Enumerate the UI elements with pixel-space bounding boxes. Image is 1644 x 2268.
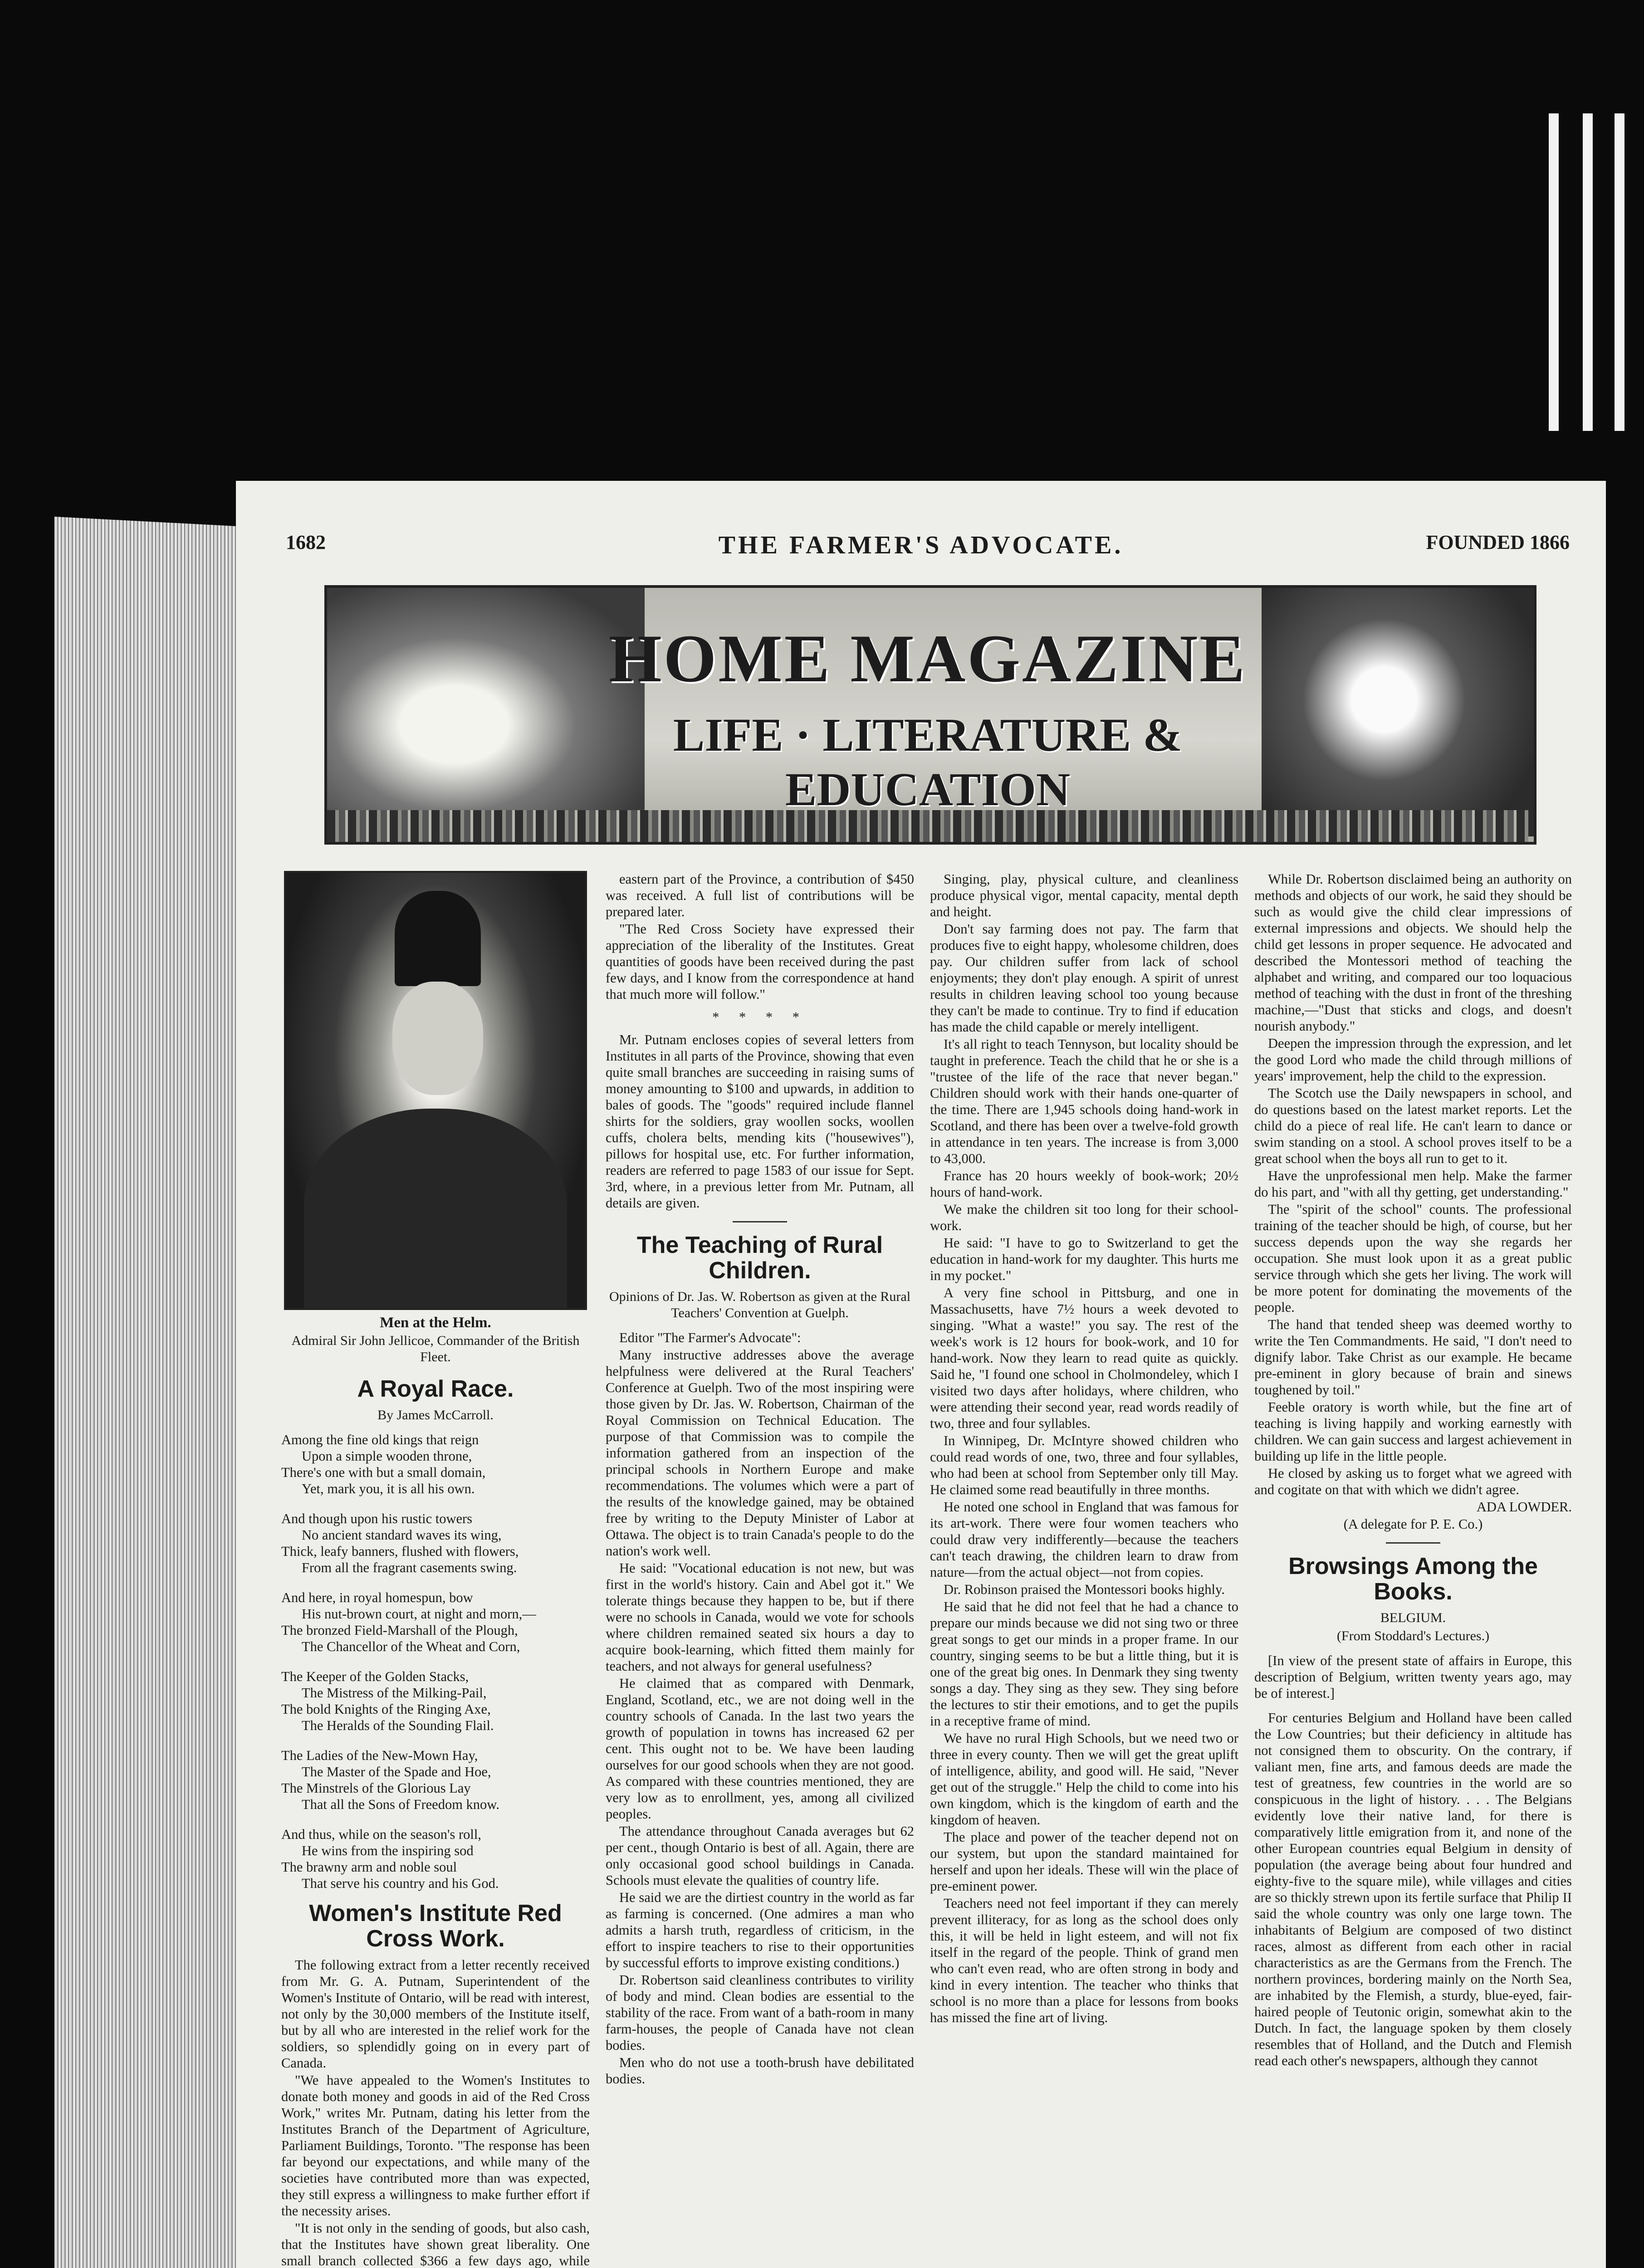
paragraph: France has 20 hours weekly of book-work; 20½ hours of hand-work. (930, 1168, 1238, 1200)
paragraph: Feeble oratory is worth while, but the fine art of teaching is living happily and working earnestly with children. We can gain success and largest achievement in building up life in the little people. (1254, 1399, 1572, 1464)
stanza-break (281, 1497, 590, 1510)
rule-divider (733, 1221, 787, 1222)
book-page-edges (54, 517, 245, 2268)
stanza-break (281, 1734, 590, 1747)
poem-line: The bronzed Field-Marshall of the Plough, (281, 1623, 518, 1638)
royal-race-poem (281, 1432, 590, 1892)
poem-line: The brawny arm and noble soul (281, 1859, 457, 1875)
paragraph: He claimed that as compared with Denmark, England, Scotland, etc., we are not doing well in the country schools of Canada. In the last two years the growth of population in towns has increased 62 per cent. This ought not to be. We have been lauding ourselves for our good schools when they are not good. As compared with these countries mentioned, they are very low as to enrollment, yes, among all civilized peoples. (606, 1676, 914, 1822)
paragraph: The attendance throughout Canada averages but 62 per cent., though Ontario is best of all. Again, there are only occasional good school buildings in Canada. Schools must elevate the qualities of country life. (606, 1823, 914, 1888)
poem-line: There's one with but a small domain, (281, 1465, 486, 1480)
author-signature: ADA LOWDER. (1476, 1499, 1572, 1515)
paragraph: "The Red Cross Society have expressed their appreciation of the liberality of the Institutes. Great quantities of goods have been received during the past few days, and I know from the correspondence at hand that much more will follow." (606, 921, 914, 1002)
magazine-page (236, 481, 1606, 2268)
paragraph: Teachers need not feel important if they can merely prevent illiteracy, for as long as the school does only this, it will be held in light esteem, and will not fix itself in the regard of the people. Think of grand men who can't even read, who are often strong in body and kind in every intention. The teacher who thinks that school is no more than a place for lessons from books has missed the fine art of living. (930, 1896, 1238, 2025)
paragraph: The following extract from a letter recently received from Mr. G. A. Putnam, Superintendent of the Women's Institute of Ontario, will be read with interest, not only by the 30,000 members of the Institute itself, but by all who are interested in the relief work for the soldiers, so splendidly going on in every part of Canada. (281, 1957, 590, 2071)
poem-line: That serve his country and his God. (302, 1876, 499, 1891)
paragraph: Singing, play, physical culture, and cleanliness produce physical vigor, mental capacity, mental depth and height. (930, 871, 1238, 919)
stanza-break (281, 1576, 590, 1589)
paragraph: Men who do not use a tooth-brush have debilitated bodies. (606, 2055, 914, 2087)
stanza-break (281, 1655, 590, 1668)
poem-line: The bold Knights of the Ringing Axe, (281, 1701, 491, 1717)
womens-institute-text (281, 1957, 590, 2268)
paragraph: He said we are the dirtiest country in the world as far as farming is concerned. (One admires a man who admits a harsh truth, regardless of criticism, in the effort to inspire teachers to rise to their opportunities by successful efforts to improve existing conditions.) (606, 1890, 914, 1970)
browsings-heading: Browsings Among the Books. (1288, 1553, 1538, 1605)
paragraph: Dr. Robertson said cleanliness contributes to virility of body and mind. Clean bodies are essential to the stability of the race. From want of a bath-room in many farm-houses, the people of Canada have not clean bodies. (606, 1972, 914, 2053)
poem-line: And here, in royal homespun, bow (281, 1590, 473, 1605)
royal-race-heading: A Royal Race. (357, 1376, 514, 1402)
paragraph: The Scotch use the Daily newspapers in school, and do questions based on the latest market reports. Let the child do a piece of real life. He can't learn to dance or swim standing on a stool. A school proves itself to be a great school when the boys all run to get to it. (1254, 1085, 1572, 1166)
browsings-intro: [In view of the present state of affairs in Europe, this description of Belgium, written twenty years ago, may be of interest.] (1254, 1653, 1572, 1701)
photo-caption: Admiral Sir John Jellicoe, Commander of the British Fleet. (291, 1333, 580, 1364)
paragraph: The hand that tended sheep was deemed worthy to write the Ten Commandments. He said, "I don't need to dignify labor. Take Christ as our example. He became pre-eminent in glory because of brain and sinews toughened by toil." (1254, 1317, 1572, 1398)
poem-line: The Keeper of the Golden Stacks, (281, 1669, 469, 1684)
paragraph: The "spirit of the school" counts. The professional training of the teacher should be high, of course, but her success depends upon the way she regards her occupation. She must look upon it as a great public service through which she gets her living. The work will be more potent for dominating the movements of the people. (1254, 1202, 1572, 1315)
poem-line: The Chancellor of the Wheat and Corn, (302, 1639, 520, 1654)
paragraph: Have the unprofessional men help. Make the farmer do his part, and "with all thy getting, get understanding." (1254, 1168, 1572, 1200)
womens-institute-heading: Women's Institute Red Cross Work. (309, 1900, 562, 1952)
poem-line: From all the fragrant casements swing. (302, 1560, 517, 1575)
column-3 (930, 871, 1238, 2027)
womens-institute-continued (606, 871, 914, 1002)
poem-line: The Master of the Spade and Hoe, (302, 1764, 491, 1779)
paragraph: In Winnipeg, Dr. McIntyre showed children who could read words of one, two, three and four syllables, who had been at school from September only till May. He claimed some read beautifully in three months. (930, 1433, 1238, 1497)
poem-line: Upon a simple wooden throne, (302, 1448, 472, 1464)
paragraph: A very fine school in Pittsburg, and one in Massachusetts, have 7½ hours a week devoted to singing. "What a waste!" you say. The rest of the week's work is 12 hours for book-work, and 10 for hand-work. Now they learn to read quite as quickly. Said he, "I found one school in Cholmondeley, which I visited two days after holidays, where children, who were attending their second year, read words readily of two, three and four syllables. (930, 1285, 1238, 1431)
banner-subtitle-line2: EDUCATION (785, 763, 1070, 816)
poem-line: Thick, leafy banners, flushed with flowers, (281, 1544, 519, 1559)
poem-line: No ancient standard waves its wing, (302, 1527, 502, 1543)
poem-line: The Minstrels of the Glorious Lay (281, 1780, 471, 1796)
browsings-text: For centuries Belgium and Holland have been called the Low Countries; but their deficiency in altitude has not consigned them to obscurity. On the contrary, if valiant men, fine arts, and famous deeds are made the test of greatness, few countries in the world are so conspicuous in the light of history. . . . The Belgians evidently love their native land, for there is comparatively little emigration from it, and none of the other European countries equal Belgium in density of population (the average being about four hundred and eighty-five to the square mile), while villages and cities are so thickly strewn upon its fertile surface that Philip II said the whole country was only one large town. The inhabitants of Belgium are composed of two distinct races, almost as different from each other in racial characteristics as are the Germans from the French. The northern provinces, bordering mainly on the North Sea, are inhabited by the Flemish, a sturdy, blue-eyed, fair-haired people of Teutonic origin, somewhat akin to the Dutch. In fact, the language spoken by them closely resembles that of Holland, and the Dutch and Flemish read each other's newspapers, although they cannot (1254, 1710, 1572, 2068)
founded-date: FOUNDED 1866 (1426, 531, 1570, 553)
section-separator: * * * * (712, 1009, 807, 1025)
rule-divider-2 (1386, 1542, 1440, 1544)
poem-line: The Heralds of the Sounding Flail. (302, 1718, 494, 1733)
paragraph: He said: "I have to go to Switzerland to get the education in hand-work for my daughter. This hurts me in my pocket." (930, 1235, 1238, 1283)
poem-line: He wins from the inspiring sod (302, 1843, 474, 1858)
stanza-break (281, 1813, 590, 1826)
paragraph: eastern part of the Province, a contribution of $450 was received. A full list of contributions will be prepared later. (606, 871, 914, 919)
paragraph: The place and power of the teacher depend not on our system, but upon the standard maintained for herself and upon her ideals. These will win the place of pre-eminent power. (930, 1829, 1238, 1894)
poem-line: The Ladies of the New-Mown Hay, (281, 1748, 478, 1763)
teaching-heading: The Teaching of Rural Children. (636, 1232, 883, 1284)
paragraph: We make the children sit too long for their school-work. (930, 1202, 1238, 1233)
poem-line: That all the Sons of Freedom know. (302, 1797, 499, 1812)
running-head (236, 531, 1606, 558)
scan-edge-bars (1540, 113, 1630, 431)
paragraph: "We have appealed to the Women's Institutes to donate both money and goods in aid of the Red Cross Work," writes Mr. Putnam, dating his letter from the Institutes Branch of the Department of Agriculture, Parliament Buildings, Toronto. "The response has been far beyond our expectations, and while many of the societies have contributed more than was expected, they still express a willingness to make further effort if the necessity arises. (281, 2072, 590, 2219)
teaching-subheading: Opinions of Dr. Jas. W. Robertson as given at the Rural Teachers' Convention at Guelph. (609, 1289, 911, 1320)
browsings-source: (From Stoddard's Lectures.) (1336, 1628, 1490, 1643)
paragraph: He said: "Vocational education is not new, but was first in the world's history. Cain and Abel got it." We tolerate things because they happen to be, but if there were no schools in Canada, would we vote for schools where children remained seated six hours a day to acquire book-learning, which fitted them mainly for teachers, and not always for general usefulness? (606, 1560, 914, 1674)
home-magazine-banner (324, 585, 1536, 845)
column-1 (281, 871, 590, 2268)
banner-subtitle-line1: LIFE · LITERATURE & (673, 709, 1183, 761)
author-note: (A delegate for P. E. Co.) (1343, 1516, 1483, 1532)
paragraph: He noted one school in England that was famous for its art-work. There were four women teachers who could draw very indifferently—because the teachers can't teach drawing, the children learn to draw from nature—from the actual object—not from copies. (930, 1499, 1238, 1580)
poem-line: The Mistress of the Milking-Pail, (302, 1685, 487, 1701)
paragraph: It's all right to teach Tennyson, but locality should be taught in preference. Teach the child that he or she is a "trustee of the life of the race that never began." Children should work with their hands one-quarter of the time. There are 1,945 schools doing hand-work in Scotland, and there has been over a twelve-fold growth in attendance in ten years. The increase is from 3,000 to 43,000. (930, 1036, 1238, 1166)
photo-title: Men at the Helm. (380, 1315, 491, 1331)
browsings-subject: BELGIUM. (1380, 1610, 1446, 1625)
paragraph: Don't say farming does not pay. The farm that produces five to eight happy, wholesome children, does pay. Our children suffer from lack of school enjoyments; they don't play enough. A spirit of unrest results in children leaving school too young because they can't be made to continue. Try to find if education has made the child capable or merely intelligent. (930, 921, 1238, 1035)
banner-subtitle (327, 708, 1528, 816)
page-number: 1682 (286, 531, 326, 553)
paragraph: We have no rural High Schools, but we need two or three in every county. Then we will get the great uplift of intelligence, ability, and good will. He said, "Never get out of the struggle." Help the child to come into his own kingdom, which is the kingdom of earth and the kingdom of heaven. (930, 1730, 1238, 1828)
banner-title: HOME MAGAZINE (608, 621, 1247, 696)
poem-line: And thus, while on the season's roll, (281, 1827, 481, 1842)
paragraph: Deepen the impression through the expression, and let the good Lord who made the child through millions of years' improvement, help the child to the expression. (1254, 1036, 1572, 1084)
paragraph: While Dr. Robertson disclaimed being an authority on methods and objects of our work, he said they should be such as would give the child clear impressions of external impressions and objects. We should help the child get lessons in proper sequence. He advocated and described the Montessori method of teaching the alphabet and writing, and compared our too loquacious method of teaching with the dust in front of the threshing machine,—"Dust that sticks and clogs, and doesn't nourish anybody." (1254, 871, 1572, 1034)
teaching-conclusion (1254, 871, 1572, 1498)
putnam-notice: Mr. Putnam encloses copies of several letters from Institutes in all parts of the Province, showing that even quite small branches are succeeding in raising sums of money amounting to $100 and upwards, in addition to bales of goods. The "goods" required include flannel shirts for the soldiers, gray woollen socks, woollen cuffs, cholera belts, mending kits ("housewives"), pillows for hospital use, etc. For further information, readers are referred to page 1583 of our issue for Sept. 3rd, where, in a previous letter from Mr. Putnam, all details are given. (606, 1032, 914, 1211)
teaching-text (606, 1330, 914, 2087)
paragraph: "It is not only in the sending of goods, but also cash, that the Institutes have shown great liberality. One small branch collected $366 a few days ago, while (281, 2220, 590, 2268)
column-2 (606, 871, 914, 2088)
column-4 (1254, 871, 1572, 2070)
poem-line: Among the fine old kings that reign (281, 1432, 479, 1447)
admiral-portrait-photo (284, 871, 587, 1310)
poem-line: His nut-brown court, at night and morn,— (302, 1606, 536, 1622)
royal-race-author: By James McCarroll. (377, 1408, 494, 1422)
paragraph: Editor "The Farmer's Advocate": (619, 1330, 801, 1345)
paragraph: Many instructive addresses above the average helpfulness were delivered at the Rural Teachers' Conference at Guelph. Two of the most inspiring were those given by Dr. Jas. W. Robertson, Chairman of the Royal Commission on Technical Education. The purpose of that Commission was to compile the information gathered from an inspection of the principal schools in Northern Europe and make recommendations. The volumes which were a part of the results of the knowledge gained, may be obtained free by writing to the Deputy Minister of Labor at Ottawa. The object is to train Canada's people to do the nation's work well. (606, 1347, 914, 1559)
paragraph: Dr. Robinson praised the Montessori books highly. (944, 1582, 1225, 1597)
journal-title: THE FARMER'S ADVOCATE. (718, 531, 1124, 559)
poem-line: Yet, mark you, it is all his own. (302, 1481, 475, 1496)
paragraph: He closed by asking us to forget what we agreed with and cogitate on that with which we didn't agree. (1254, 1466, 1572, 1497)
paragraph: He said that he did not feel that he had a chance to prepare our minds because we did not sing two or three great songs to get our minds in a proper frame. In our country, singing seems to be but a little thing, but it is one of the great big ones. In Denmark they sing twenty songs a day. They sing as they sew. They sing before the lectures to stir their emotions, and to get the pupils in a receptive frame of mind. (930, 1599, 1238, 1729)
poem-line: And though upon his rustic towers (281, 1511, 473, 1526)
